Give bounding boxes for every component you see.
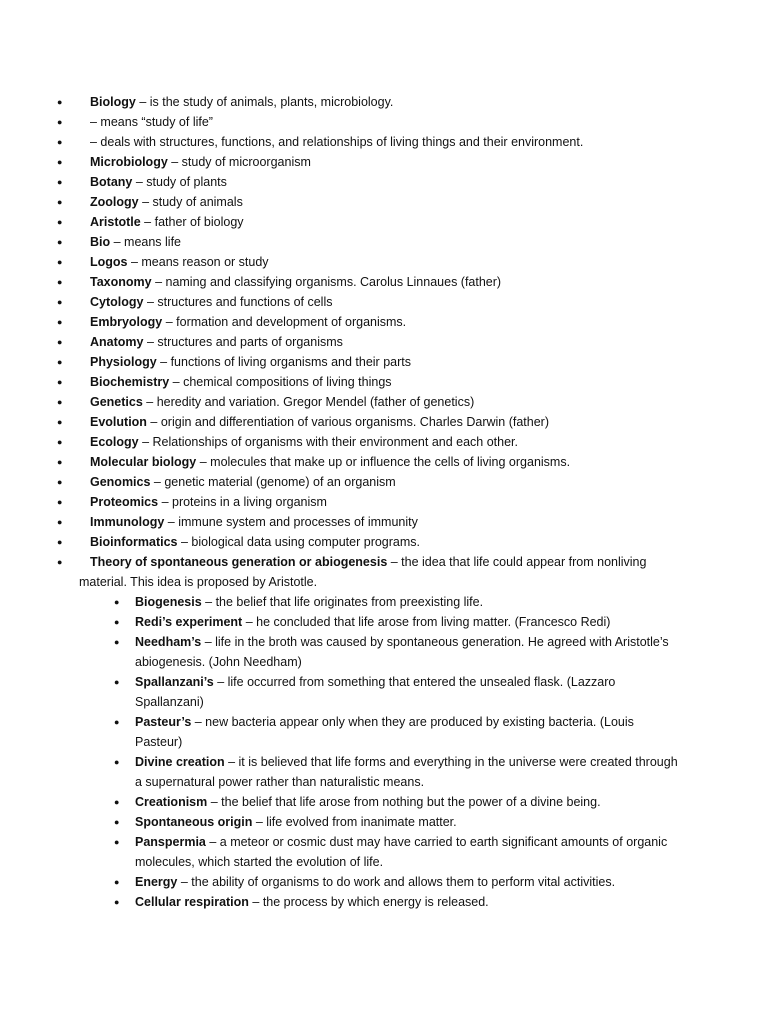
term: Biology <box>90 95 136 109</box>
bullet-icon: ● <box>57 557 63 567</box>
definition: – the process by which energy is released. <box>248 895 489 909</box>
definition: – functions of living organisms and their parts <box>156 355 411 369</box>
definition: – means reason or study <box>127 255 269 269</box>
definition: – means life <box>110 235 182 249</box>
definition: – heredity and variation. Gregor Mendel (father of genetics) <box>142 395 475 409</box>
list-item <box>0 372 768 392</box>
list-item <box>0 112 768 132</box>
sublist-item <box>0 712 768 752</box>
list-item <box>0 352 768 372</box>
sublist-item <box>0 672 768 712</box>
definition: – is the study of animals, plants, microbiology. <box>135 95 394 109</box>
term: Aristotle <box>90 215 141 229</box>
term: Molecular biology <box>90 455 197 469</box>
bullet-icon: ● <box>57 97 63 107</box>
definition: – life evolved from inanimate matter. <box>252 815 457 829</box>
bullet-icon: ● <box>114 877 120 887</box>
sublist-item <box>0 792 768 812</box>
term: Bioinformatics <box>90 535 178 549</box>
list-item <box>0 512 768 532</box>
definition: – structures and functions of cells <box>143 295 333 309</box>
list-item <box>0 452 768 472</box>
term: Cellular respiration <box>135 895 249 909</box>
bullet-icon: ● <box>57 357 63 367</box>
bullet-icon: ● <box>57 277 63 287</box>
term: Proteomics <box>90 495 159 509</box>
bullet-icon: ● <box>57 437 63 447</box>
definition: – life in the broth was caused by spontaneous generation. He agreed with Aristotle’s abiogenesis. (John Needham) <box>135 635 669 669</box>
bullet-icon: ● <box>57 517 63 527</box>
term: Redi’s experiment <box>135 615 243 629</box>
bullet-icon: ● <box>57 537 63 547</box>
sublist-item <box>0 812 768 832</box>
sublist-item <box>0 752 768 792</box>
definition: – biological data using computer programs. <box>177 535 421 549</box>
bullet-icon: ● <box>114 717 120 727</box>
term: Botany <box>90 175 133 189</box>
list-item <box>0 472 768 492</box>
bullet-icon: ● <box>57 477 63 487</box>
definition: – study of plants <box>132 175 227 189</box>
definition: – structures and parts of organisms <box>143 335 343 349</box>
list-item <box>0 332 768 352</box>
definition-continuation: material. This idea is proposed by Aristotle. <box>79 575 318 589</box>
bullet-icon: ● <box>57 377 63 387</box>
sublist-item <box>0 612 768 632</box>
term: Energy <box>135 875 178 889</box>
term: Immunology <box>90 515 165 529</box>
term: Spontaneous origin <box>135 815 253 829</box>
definition: – he concluded that life arose from living matter. (Francesco Redi) <box>242 615 611 629</box>
definition: – father of biology <box>140 215 244 229</box>
list-item <box>0 492 768 512</box>
list-item <box>0 292 768 312</box>
definition: – deals with structures, functions, and relationships of living things and their environment. <box>90 135 584 149</box>
term: Panspermia <box>135 835 206 849</box>
term: Theory of spontaneous generation or abiogenesis <box>90 555 388 569</box>
term: Biogenesis <box>135 595 202 609</box>
term: Microbiology <box>90 155 168 169</box>
sublist-item <box>0 592 768 612</box>
definition: – formation and development of organisms. <box>162 315 407 329</box>
bullet-icon: ● <box>57 237 63 247</box>
definition: – origin and differentiation of various organisms. Charles Darwin (father) <box>146 415 549 429</box>
term: Zoology <box>90 195 139 209</box>
list-item <box>0 392 768 412</box>
list-item <box>0 92 768 112</box>
sublist-item <box>0 632 768 672</box>
definition: – study of animals <box>138 195 243 209</box>
bullet-icon: ● <box>57 137 63 147</box>
sublist-item <box>0 872 768 892</box>
definition: – molecules that make up or influence the cells of living organisms. <box>196 455 571 469</box>
term: Logos <box>90 255 128 269</box>
bullet-icon: ● <box>57 157 63 167</box>
definition: – the belief that life originates from preexisting life. <box>201 595 484 609</box>
term: Evolution <box>90 415 147 429</box>
definition: – proteins in a living organism <box>158 495 327 509</box>
list-item <box>0 252 768 272</box>
bullet-icon: ● <box>57 337 63 347</box>
list-item <box>0 192 768 212</box>
bullet-icon: ● <box>57 497 63 507</box>
definition: – new bacteria appear only when they are produced by existing bacteria. (Louis Pasteur) <box>135 715 634 749</box>
term: Pasteur’s <box>135 715 192 729</box>
bullet-icon: ● <box>114 637 120 647</box>
bullet-icon: ● <box>57 417 63 427</box>
term: Spallanzani’s <box>135 675 214 689</box>
list-item <box>0 312 768 332</box>
list-item <box>0 232 768 252</box>
definition: – chemical compositions of living things <box>169 375 392 389</box>
term: Genetics <box>90 395 143 409</box>
definition: – naming and classifying organisms. Carolus Linnaues (father) <box>151 275 502 289</box>
definition: – life occurred from something that entered the unsealed flask. (Lazzaro Spallanzani) <box>135 675 616 709</box>
bullet-icon: ● <box>114 757 120 767</box>
definition: – it is believed that life forms and everything in the universe were created through a supernatural power rather than naturalistic means. <box>135 755 678 789</box>
bullet-icon: ● <box>114 837 120 847</box>
term: Physiology <box>90 355 157 369</box>
bullet-icon: ● <box>57 317 63 327</box>
bullet-icon: ● <box>114 617 120 627</box>
list-item <box>0 132 768 152</box>
bullet-icon: ● <box>57 457 63 467</box>
definition: – genetic material (genome) of an organism <box>150 475 396 489</box>
bullet-icon: ● <box>57 257 63 267</box>
list-item <box>0 272 768 292</box>
term: Needham’s <box>135 635 202 649</box>
term: Genomics <box>90 475 151 489</box>
sublist-item <box>0 892 768 912</box>
sublist-item <box>0 832 768 872</box>
theory-sublist <box>0 592 768 912</box>
bullet-icon: ● <box>57 397 63 407</box>
term: Taxonomy <box>90 275 152 289</box>
bullet-icon: ● <box>114 677 120 687</box>
term: Cytology <box>90 295 144 309</box>
biology-terms-list <box>0 92 768 912</box>
definition: – the belief that life arose from nothing but the power of a divine being. <box>207 795 601 809</box>
definition: – means “study of life” <box>90 115 213 129</box>
definition: – a meteor or cosmic dust may have carried to earth significant amounts of organic molecules, which started the evolution of life. <box>135 835 668 869</box>
definition: – Relationships of organisms with their environment and each other. <box>138 435 519 449</box>
bullet-icon: ● <box>57 177 63 187</box>
term: Divine creation <box>135 755 225 769</box>
definition: – study of microorganism <box>167 155 311 169</box>
definition: – the ability of organisms to do work and allows them to perform vital activities. <box>177 875 616 889</box>
term: Biochemistry <box>90 375 170 389</box>
bullet-icon: ● <box>114 897 120 907</box>
bullet-icon: ● <box>114 597 120 607</box>
list-item <box>0 212 768 232</box>
list-item <box>0 172 768 192</box>
term: Bio <box>90 235 111 249</box>
term: Embryology <box>90 315 163 329</box>
list-item <box>0 412 768 432</box>
bullet-icon: ● <box>57 197 63 207</box>
list-item <box>0 432 768 452</box>
bullet-icon: ● <box>57 217 63 227</box>
bullet-icon: ● <box>57 117 63 127</box>
list-item-theory <box>0 552 768 912</box>
term: Creationism <box>135 795 208 809</box>
definition: – the idea that life could appear from nonliving <box>387 555 647 569</box>
list-item <box>0 532 768 552</box>
list-item <box>0 152 768 172</box>
term: Ecology <box>90 435 139 449</box>
bullet-icon: ● <box>114 797 120 807</box>
term: Anatomy <box>90 335 144 349</box>
bullet-icon: ● <box>114 817 120 827</box>
definition: – immune system and processes of immunity <box>164 515 418 529</box>
bullet-icon: ● <box>57 297 63 307</box>
